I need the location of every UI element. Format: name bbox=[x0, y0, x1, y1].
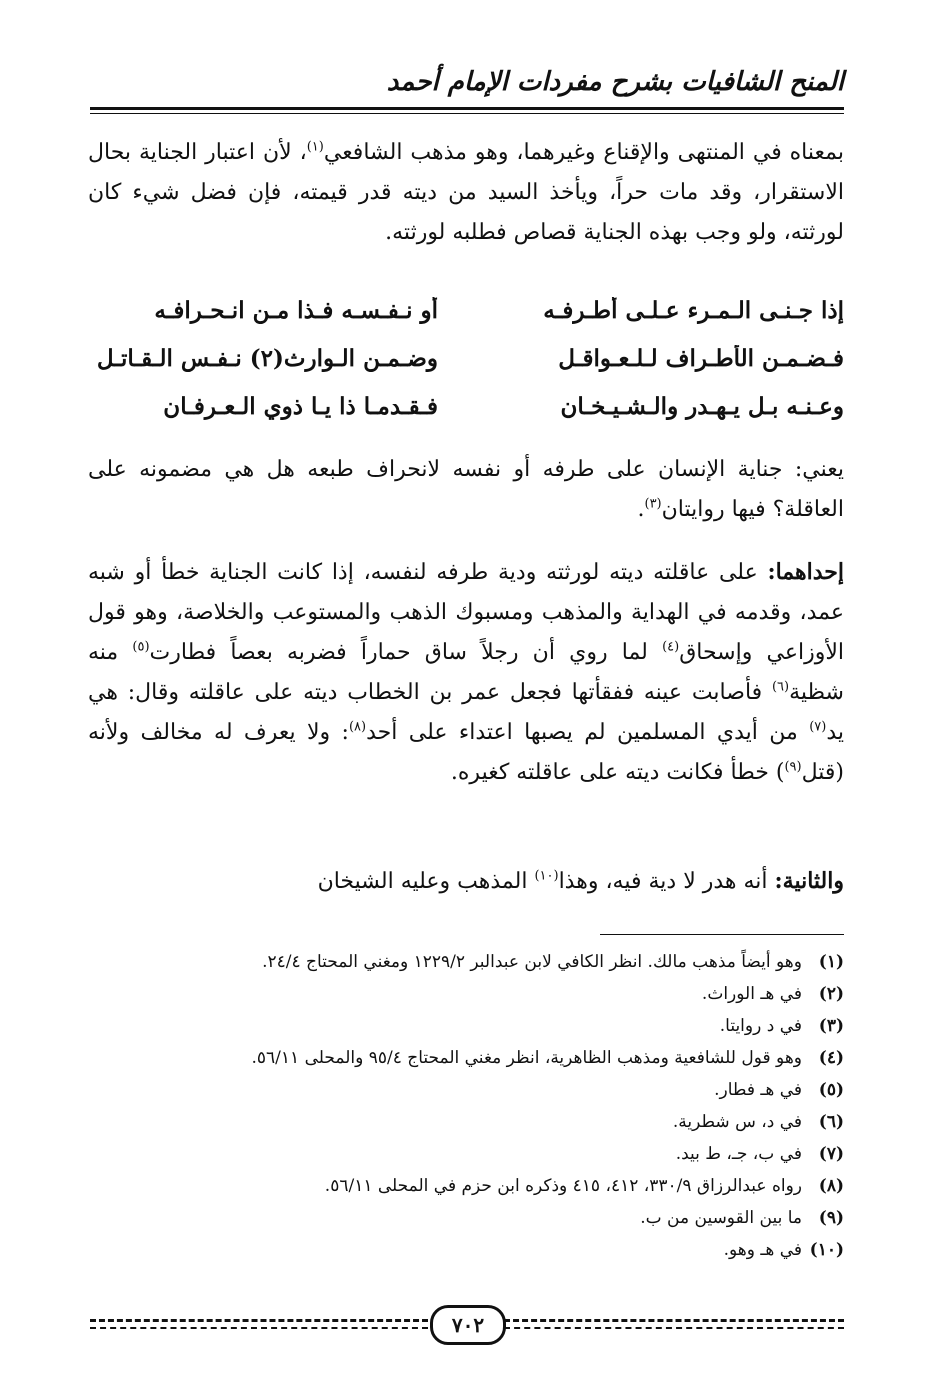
footnote-text: في د، س شطرية. bbox=[672, 1112, 802, 1132]
paragraph-1 bbox=[88, 133, 844, 253]
verse-1-second-hemistich: أو نـفـسـه فـذا مـن انـحـرافـه bbox=[154, 296, 438, 324]
footnote-ref-5: (٥) bbox=[132, 639, 150, 655]
footnote-text: في ب، جـ، ط بيد. bbox=[675, 1144, 802, 1164]
footnote-ref-3: (٣) bbox=[644, 496, 662, 512]
footnote-ref-10: (١٠) bbox=[534, 868, 559, 884]
paragraph-4-text-a: أنه هدر لا دية فيه، وهذا bbox=[558, 869, 775, 894]
verse-3-second-hemistich: فـقـدمـا ذا يـا ذوي الـعـرفـان bbox=[163, 392, 438, 420]
footnote-text: في د روايتا. bbox=[719, 1016, 802, 1036]
footnote-number: (٦) bbox=[818, 1112, 844, 1132]
footnote-item bbox=[88, 1170, 844, 1202]
verse-2-first-hemistich: فـضـمـن الأطـراف لـلـعـواقـل bbox=[558, 344, 844, 372]
footnote-item bbox=[88, 1106, 844, 1138]
footnote-number: (١) bbox=[818, 952, 844, 972]
header-rule-thin bbox=[90, 113, 844, 114]
footer-dash-left-lower bbox=[90, 1327, 428, 1329]
footnote-number: (٣) bbox=[818, 1016, 844, 1036]
footnote-number: (٧) bbox=[818, 1144, 844, 1164]
paragraph-2-text: يعني: جناية الإنسان على طرفه أو نفسه لانحراف طبعه هل هي مضمونه على العاقلة؟ فيها روايتان bbox=[88, 457, 844, 522]
footnote-ref-8: (٨) bbox=[348, 719, 367, 735]
paragraph-4-text-b: المذهب وعليه الشيخان bbox=[317, 869, 535, 894]
paragraph-3-text-d: فأصابت عينه ففقأتها فجعل عمر بن الخطاب ديته على عاقلته وقال: هي يد bbox=[88, 680, 844, 745]
footnote-item bbox=[88, 978, 844, 1010]
verse-1 bbox=[88, 286, 844, 334]
footnote-separator bbox=[600, 934, 844, 935]
paragraph-3-text-a: على عاقلته ديته لورثته ودية طرفه لنفسه، إذا كانت الجناية خطأ أو شبه عمد، وقدمه في الهداية والمذهب ومسبوك الذهب والمستوعب والخلاصة، وهو قول الأوزاعي وإسحاق bbox=[88, 560, 845, 665]
paragraph-3-text-e: من أيدي المسلمين لم يصبها اعتداء على أحد bbox=[366, 720, 810, 745]
footnote-item bbox=[88, 1010, 844, 1042]
paragraph-4-lead: والثانية: bbox=[774, 868, 844, 894]
footnote-ref-1: (١) bbox=[306, 139, 324, 155]
paragraph-3 bbox=[88, 552, 844, 793]
footnote-ref-7: (٧) bbox=[809, 719, 827, 735]
paragraph-2-end: . bbox=[637, 497, 645, 522]
paragraph-3-text-f: : ولا يعرف له مخالف ولأنه (قتل bbox=[88, 720, 844, 785]
verse-3-first-hemistich: وعـنـه بـل يـهـدر والـشـيـخـان bbox=[560, 392, 844, 420]
verse-2-second-hemistich: وضـمـن الـوارث(٢) نـفـس الـقـاتـل bbox=[96, 344, 438, 372]
footnote-item bbox=[88, 1042, 844, 1074]
footnote-text: ما بين القوسين من ب. bbox=[640, 1208, 802, 1228]
paragraph-3-text-c: منه شظية bbox=[88, 640, 844, 705]
footnote-text: وهو قول للشافعية ومذهب الظاهرية، انظر مغني المحتاج ٩٥/٤ والمحلى ٥٦/١١. bbox=[251, 1048, 802, 1068]
footnotes-list bbox=[88, 946, 844, 1266]
footnote-number: (٩) bbox=[818, 1208, 844, 1228]
paragraph-1-text-cont: ، لأن اعتبار الجناية بحال الاستقرار، وقد مات حراً، ويأخذ السيد من ديته قدر قيمته، فإن فضل شيء كان لورثته، ولو وجب بهذه الجناية قصاص فطلبه لورثته. bbox=[88, 140, 844, 245]
page-footer bbox=[90, 1305, 844, 1345]
verse-1-first-hemistich: إذا جـنـى الـمـرء عـلـى أطـرفـه bbox=[543, 296, 844, 324]
footnote-item bbox=[88, 946, 844, 978]
footer-dash-right-lower bbox=[504, 1327, 844, 1329]
paragraph-3-text-g: ) خطأ فكانت ديته على عاقلته كغيره. bbox=[450, 760, 785, 785]
footer-dash-right bbox=[504, 1319, 844, 1322]
verse-3 bbox=[88, 382, 844, 430]
footnote-number: (٢) bbox=[818, 984, 844, 1004]
footnote-item bbox=[88, 1202, 844, 1234]
paragraph-2 bbox=[88, 450, 844, 530]
footer-dash-left bbox=[90, 1319, 428, 1322]
footnote-ref-4: (٤) bbox=[662, 639, 680, 655]
paragraph-4 bbox=[88, 861, 844, 902]
running-header-title: المنح الشافيات بشرح مفردات الإمام أحمد bbox=[386, 67, 844, 97]
footnote-text: وهو أيضاً مذهب مالك. انظر الكافي لابن عبدالبر ١٢٢٩/٢ ومغني المحتاج ٢٤/٤. bbox=[262, 952, 802, 972]
footnote-item bbox=[88, 1074, 844, 1106]
page-number: ٧٠٢ bbox=[430, 1305, 506, 1345]
footnote-item bbox=[88, 1234, 844, 1266]
footnote-item bbox=[88, 1138, 844, 1170]
header-rule-thick bbox=[90, 107, 844, 110]
poem-block bbox=[88, 286, 844, 430]
footnote-text: في هـ فطار. bbox=[714, 1080, 802, 1100]
footnote-number: (٨) bbox=[818, 1176, 844, 1196]
footnote-text: في هـ وهو. bbox=[723, 1240, 802, 1260]
footnote-number: (١٠) bbox=[809, 1240, 844, 1260]
footnote-text: رواه عبدالرزاق ٣٣٠/٩، ٤١٢، ٤١٥ وذكره ابن حزم في المحلى ٥٦/١١. bbox=[324, 1176, 802, 1196]
verse-2 bbox=[88, 334, 844, 382]
footnote-ref-6: (٦) bbox=[771, 679, 790, 695]
footnote-number: (٥) bbox=[818, 1080, 844, 1100]
footnote-number: (٤) bbox=[818, 1048, 844, 1068]
paragraph-3-lead: إحداهما: bbox=[767, 559, 844, 585]
footnote-ref-9: (٩) bbox=[784, 759, 802, 775]
footnote-text: في هـ الوراث. bbox=[701, 984, 802, 1004]
paragraph-3-text-b: لما روي أن رجلاً ساق حماراً فضربه بعصاً فطارت bbox=[149, 640, 663, 665]
paragraph-1-text: بمعناه في المنتهى والإقناع وغيرهما، وهو مذهب الشافعي bbox=[323, 140, 844, 165]
